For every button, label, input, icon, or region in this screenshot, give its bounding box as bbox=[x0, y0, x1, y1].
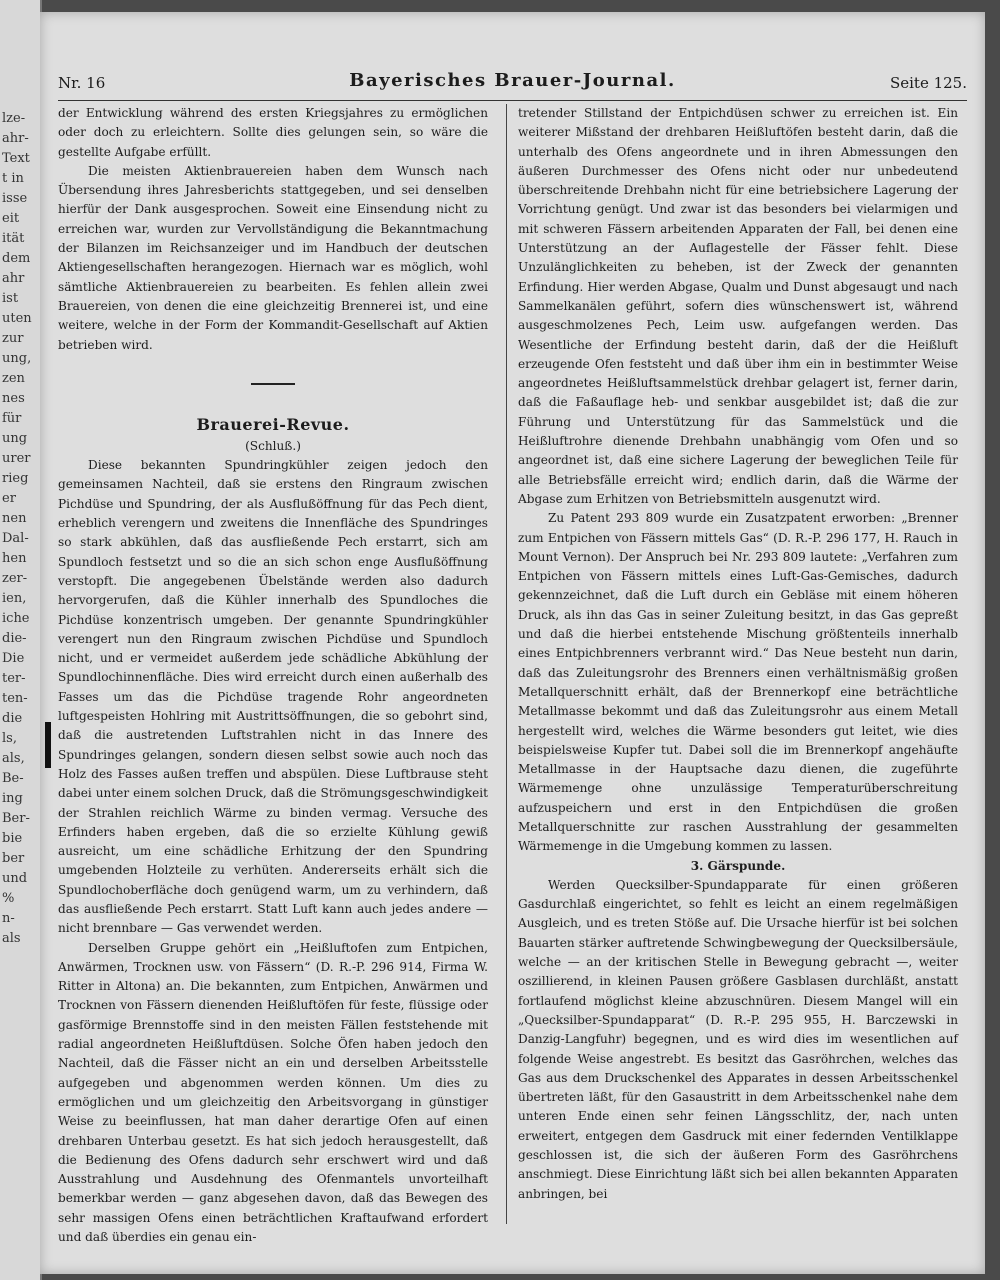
paragraph: Zu Patent 293 809 wurde ein Zusatzpatent erworben: „Brenner zum Entpichen von Fässern mittels Gas“ (D. R.-P. 296 177, H. Rauch in Mount Vernon). Der Anspruch bei Nr. 293 809 lautete: „Verfahren zum Entpichen von Fässern mittels eines Luft-Gas-Gemisches, dadurch gekennzeichnet, daß die Luft durch ein Gebläse mit einem höheren Druck, als ihn das Gas in seiner Zuleitung besitzt, in das Gas gepreßt und daß die hierbei entstehende Mischung größtenteils innerhalb eines Entpichbrenners verbrannt wird.“ Das Neue besteht nun darin, daß das Zuleitungsrohr des Brenners einen verhältnismäßig großen Metallquerschnitt erhält, daß der Brennerkopf eine beträchtliche Metallmasse bekommt und daß das Zuleitungsrohr aus einem Metall hergestellt wird, welches die Wärme besonders gut leitet, wie dies beispielsweise Kupfer tut. Dabei soll die im Brennerkopf angehäufte Metallmasse in der Hauptsache dazu dienen, die zugeführte Wärmemenge ohne unzulässige Temperaturüberschreitung aufzuspeichern und erst in den Entpichdüsen die großen Metallquerschnitte zur raschen Ausstrahlung der gesammelten Wärmemenge in die Umgebung kommen zu lassen. bbox=[518, 511, 958, 854]
prev-page-fragment: % bbox=[2, 891, 15, 906]
prev-page-fragment: die bbox=[2, 711, 23, 726]
right-column bbox=[518, 104, 958, 1204]
prev-page-fragment: dem bbox=[2, 251, 31, 266]
prev-page-fragment: die- bbox=[2, 631, 27, 646]
paragraph: tretender Stillstand der Entpichdüsen schwer zu erreichen ist. Ein weiterer Mißstand der drehbaren Heißluftöfen besteht darin, daß die unterhalb des Ofens angeordnete und in ihren Abmessungen den äußeren Durchmesser des Ofens nicht oder nur unbedeutend überschreitende Drehbahn nicht für eine betriebsichere Lagerung der Vorrichtung genügt. Und zwar ist das besonders bei vielarmigen und mit schweren Fässern arbeitenden Apparaten der Fall, bei denen eine Unterstützung an der Auflagestelle der Fässer fehlt. Diese Unzulänglichkeiten zu beheben, ist der Zweck der genannten Erfindung. Hier werden Abgase, Qualm und Dunst abgesaugt und nach Sammelkanälen geführt, sofern dies wünschenswert ist, während ausgeschmolzenes Pech, Leim usw. aufgefangen werden. Das Wesentliche der Erfindung besteht darin, daß der die Heißluft erzeugende Ofen feststeht und daß über ihm ein in bestimmter Weise angeordnetes Heißluftsammelstück drehbar gelagert ist, ferner darin, daß die Faßauflage heb- und senkbar ausgebildet ist; daß die zur Führung und Unterstützung für das Sammelstück und die Heißluftrohre dienende Drehbahn unabhängig vom Ofen und so angeordnet ist, daß eine sichere Lagerung der beweglichen Teile für alle Betriebsfälle erreicht wird; endlich darin, daß die Wärme der Abgase zum Erhitzen von Betriebsmitteln ausgenutzt wird. bbox=[518, 106, 958, 506]
prev-page-fragment: urer bbox=[2, 451, 31, 466]
prev-page-fragment: Be- bbox=[2, 771, 24, 786]
prev-page-fragment: zur bbox=[2, 331, 24, 346]
prev-page-fragment: isse bbox=[2, 191, 28, 206]
section-title: Brauerei-Revue. bbox=[196, 414, 350, 434]
prev-page-fragment: ls, bbox=[2, 731, 17, 746]
prev-page-fragment: ien, bbox=[2, 591, 27, 606]
paragraph: Diese bekannten Spundringkühler zeigen jedoch den gemeinsamen Nachteil, daß sie erstens den Ringraum zwischen Pichdüse und Spundring, der als Ausflußöffnung für das Pech dient, erheblich verengern und zweitens die Innenfläche des Spundringes so stark abkühlen, daß das ausfließende Pech erstarrt, sich am Spundloch festsetzt und so die an sich schon enge Ausflußöffnung verstopft. Die angegebenen Übelstände werden also dadurch hervorgerufen, daß die Kühler innerhalb des Spundloches die Pichdüse konzentrisch umgeben. Der genannte Spundringkühler verengert nun den Ringraum zwischen Pichdüse und Spundloch nicht, und er vermeidet außerdem jede schädliche Abkühlung der Spundlochinnenfläche. Dies wird erreicht durch einen außerhalb des Fasses um das die Pichdüse tragende Rohr angeordneten luftgespeisten Hohlring mit Austrittsöffnungen, die so gebohrt sind, daß die austretenden Luftstrahlen nicht in das Innere des Spundringes gelangen, sondern diesen selbst sowie auch noch das Holz des Fasses außen treffen und abspülen. Diese Luftbrause steht dabei unter einem solchen Druck, daß die Strömungsgeschwindigkeit der Strahlen reichlich Wärme zu binden vermag. Versuche des Erfinders haben ergeben, daß die so erzielte Kühlung gewiß ausreicht, um eine schädliche Erhitzung der den Spundring umgebenden Holzteile zu verhüten. Andererseits erhält sich die Spundlochoberfläche doch genügend warm, um zu verhindern, daß das ausfließende Pech erstarrt. Statt Luft kann auch jedes andere — nicht brennbare — Gas verwendet werden. bbox=[58, 458, 488, 936]
prev-page-fragment: ahr- bbox=[2, 131, 29, 146]
page-number: Seite 125. bbox=[889, 74, 967, 92]
left-column bbox=[58, 104, 488, 1247]
prev-page-fragment: ität bbox=[2, 231, 25, 246]
issue-number: Nr. 16 bbox=[58, 74, 106, 92]
prev-page-fragment: zer- bbox=[2, 571, 28, 586]
prev-page-fragment: ter- bbox=[2, 671, 26, 686]
margin-ink-mark bbox=[45, 722, 51, 768]
journal-page bbox=[40, 12, 985, 1274]
prev-page-fragment: rieg bbox=[2, 471, 29, 486]
prev-page-fragment: zen bbox=[2, 371, 25, 386]
prev-page-fragment: nes bbox=[2, 391, 25, 406]
page-header bbox=[58, 70, 967, 96]
prev-page-fragment: ahr bbox=[2, 271, 25, 286]
paragraph: Werden Quecksilber-Spundapparate für einen größeren Gasdurchlaß eingerichtet, so fehlt es leicht an einem regelmäßigen Ausgleich, und es treten Stöße auf. Die Ursache hierfür ist bei solchen Bauarten stärker auftretende Schwingbewegung der Quecksilbersäule, welche — an der kritischen Stelle in Bewegung gebracht —, weiter oszillierend, in kleinen Pausen größere Gasblasen durchläßt, anstatt fortlaufend möglichst kleine abzuschnüren. Diesem Mangel will ein „Quecksilber-Spundapparat“ (D. R.-P. 295 955, H. Barczewski in Danzig-Langfuhr) begegnen, und es wird dies im wesentlichen auf folgende Weise angestrebt. Es besitzt das Gasröhrchen, welches das Gas aus dem Druckschenkel des Apparates in dessen Arbeitsschenkel übertreten läßt, für den Gasaustritt in dem Arbeitsschenkel nahe dem unteren Ende einen sehr feinen Längsschlitz, der, nach unten erweitert, entgegen dem Gasdruck mit einer federnden Ventilklappe geschlossen ist, die sich der äußeren Form des Gasröhrchens anschmiegt. Diese Einrichtung läßt sich bei allen bekannten Apparaten anbringen, bei bbox=[518, 877, 958, 1201]
prev-page-fragment: eit bbox=[2, 211, 20, 226]
paragraph: Die meisten Aktienbrauereien haben dem Wunsch nach Übersendung ihres Jahresberichts stattgegeben, und sei denselben hierfür der Dank ausgesprochen. Soweit eine Einsendung nicht zu erreichen war, wurden zur Vervollständigung die Bekanntmachung der Bilanzen im Reichsanzeiger und im Handbuch der deutschen Aktiengesellschaften herangezogen. Hiernach war es möglich, wohl sämtliche Aktienbrauereien zu bearbeiten. Es fehlen allein zwei Brauereien, von denen die eine gleichzeitig Brennerei ist, und eine weitere, welche in der Form der Kommandit-Gesellschaft auf Aktien betrieben wird. bbox=[58, 163, 488, 352]
prev-page-fragment: Ber- bbox=[2, 811, 30, 826]
prev-page-fragment: bie bbox=[2, 831, 23, 846]
paragraph: Derselben Gruppe gehört ein „Heißluftofen zum Entpichen, Anwärmen, Trocknen usw. von Fässern“ (D. R.-P. 296 914, Firma W. Ritter in Altona) an. Die bekannten, zum Entpichen, Anwärmen und Trocknen von Fässern dienenden Heißluftöfen für feste, flüssige oder gasförmige Brennstoffe sind in den meisten Fällen feststehende mit radial angeordneten Heißluftdüsen. Solche Öfen haben jedoch den Nachteil, daß die Fässer nicht an ein und derselben Arbeitsstelle aufgegeben und abgenommen werden können. Um dies zu ermöglichen und um gleichzeitig den Arbeitsvorgang in günstiger Weise zu beeinflussen, hat man daher derartige Ofen auf einen drehbaren Unterbau gesetzt. Es hat sich jedoch herausgestellt, daß die Bedienung des Ofens dadurch sehr erschwert wird und daß Ausstrahlung und Ausdehnung des Ofenmantels unvorteilhaft bemerkbar werden — ganz abgesehen davon, daß das Bewegen des sehr massigen Ofens einen beträchtlichen Kraftaufwand erfordert und daß überdies ein genau ein- bbox=[58, 940, 488, 1245]
prev-page-fragment: als, bbox=[2, 751, 25, 766]
prev-page-fragment: Dal- bbox=[2, 531, 29, 546]
subsection-heading: 3. Gärspunde. bbox=[690, 858, 786, 873]
prev-page-fragment: uten bbox=[2, 311, 32, 326]
prev-page-fragment: lze- bbox=[2, 111, 26, 126]
prev-page-fragment: ist bbox=[2, 291, 19, 306]
section-subtitle: (Schluß.) bbox=[245, 438, 301, 453]
prev-page-fragment: ing bbox=[2, 791, 23, 806]
prev-page-fragment: nen bbox=[2, 511, 27, 526]
prev-page-fragment: hen bbox=[2, 551, 27, 566]
prev-page-fragment: ten- bbox=[2, 691, 28, 706]
prev-page-fragment: ber bbox=[2, 851, 25, 866]
prev-page-fragment: Text bbox=[2, 151, 30, 166]
journal-title: Bayerisches Brauer-Journal. bbox=[349, 70, 676, 91]
prev-page-fragment: als bbox=[2, 931, 21, 946]
header-rule bbox=[58, 100, 967, 101]
prev-page-fragment: ung bbox=[2, 431, 28, 446]
prev-page-fragment: Die bbox=[2, 651, 25, 666]
prev-page-fragment: iche bbox=[2, 611, 30, 626]
section-separator bbox=[251, 383, 295, 385]
prev-page-fragment: und bbox=[2, 871, 28, 886]
prev-page-fragment: er bbox=[2, 491, 16, 506]
prev-page-fragment: t in bbox=[2, 171, 24, 186]
paragraph: der Entwicklung während des ersten Kriegsjahres zu ermöglichen oder doch zu erleichtern. Sollte dies gelungen sein, so wäre die gestellte Aufgabe erfüllt. bbox=[58, 106, 488, 159]
previous-page-edge bbox=[0, 0, 42, 1280]
prev-page-fragment: n- bbox=[2, 911, 15, 926]
prev-page-fragment: für bbox=[2, 411, 22, 426]
column-divider bbox=[506, 104, 507, 1224]
prev-page-fragment: ung, bbox=[2, 351, 32, 366]
